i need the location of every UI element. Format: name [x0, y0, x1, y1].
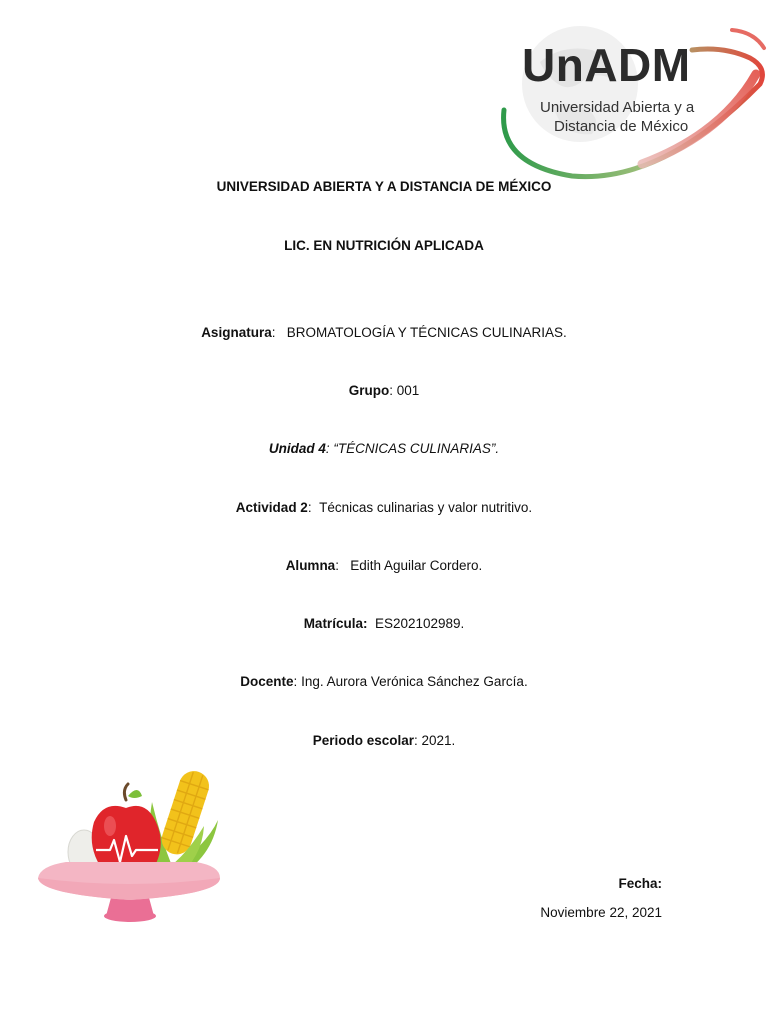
subject-label: Asignatura — [201, 325, 272, 340]
teacher-line: Docente: Ing. Aurora Verónica Sánchez García. — [240, 674, 528, 689]
period-label: Periodo escolar — [312, 733, 414, 748]
group-label: Grupo — [348, 383, 390, 398]
activity-label: Actividad 2 — [235, 500, 308, 515]
group-value: 001 — [396, 383, 420, 398]
logo-wordmark: UnADM — [522, 39, 691, 91]
degree-heading: LIC. EN NUTRICIÓN APLICADA — [284, 238, 484, 253]
id-label: Matrícula: — [303, 616, 368, 631]
activity-line: Actividad 2: Técnicas culinarias y valor nutritivo. — [235, 500, 533, 515]
food-bowl-icon — [36, 766, 222, 930]
unit-line: Unidad 4: “TÉCNICAS CULINARIAS”. — [268, 441, 500, 456]
date-label: Fecha: — [618, 876, 662, 891]
period-line: Periodo escolar: 2021. — [312, 733, 456, 748]
logo-subtitle-line2: Distancia de México — [554, 118, 689, 135]
subject-value: BROMATOLOGÍA Y TÉCNICAS CULINARIAS. — [286, 325, 567, 340]
id-value: ES202102989. — [374, 616, 465, 631]
student-label: Alumna — [285, 558, 336, 573]
period-value: 2021. — [421, 733, 456, 748]
university-heading: UNIVERSIDAD ABIERTA Y A DISTANCIA DE MÉXICO — [216, 179, 552, 194]
student-value: Edith Aguilar Cordero. — [350, 558, 483, 573]
unit-value: “TÉCNICAS CULINARIAS”. — [333, 441, 500, 456]
unadm-logo — [492, 14, 768, 184]
logo-subtitle-line1: Universidad Abierta y a — [540, 99, 695, 116]
subject-line: Asignatura: BROMATOLOGÍA Y TÉCNICAS CULINARIAS. — [201, 325, 567, 340]
student-line: Alumna: Edith Aguilar Cordero. — [285, 558, 483, 573]
activity-value: Técnicas culinarias y valor nutritivo. — [319, 500, 533, 515]
id-line — [0, 615, 768, 633]
unit-label: Unidad 4 — [268, 441, 326, 456]
logo-subtitle — [540, 98, 694, 136]
teacher-value: Ing. Aurora Verónica Sánchez García. — [301, 674, 528, 689]
date-value: Noviembre 22, 2021 — [540, 905, 662, 920]
teacher-label: Docente — [240, 674, 294, 689]
group-line: Grupo: 001 — [348, 383, 420, 398]
